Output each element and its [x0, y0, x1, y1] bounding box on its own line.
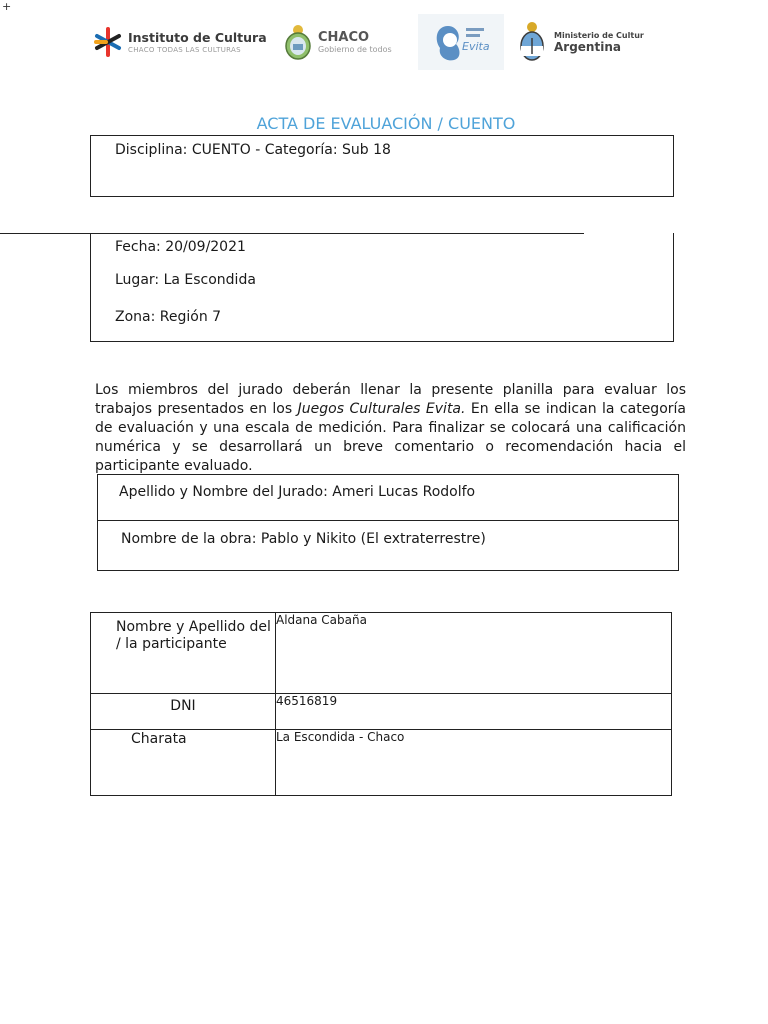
document-title: ACTA DE EVALUACIÓN / CUENTO — [256, 114, 516, 133]
instructions-text: Los miembros del jurado deberán llenar la presente planilla para evaluar los trabajos presentados en los — [95, 382, 686, 417]
table-row — [91, 613, 672, 694]
coat-of-arms-icon — [284, 23, 312, 61]
jury-divider — [98, 520, 678, 521]
ministerio-logo — [516, 14, 656, 70]
discipline-box — [90, 135, 674, 197]
escudo-icon — [516, 20, 548, 64]
star-icon — [94, 27, 122, 57]
city-label: Charata — [91, 730, 276, 796]
chaco-name: CHACO — [318, 30, 370, 45]
instructions-event-name: Juegos Culturales Evita. — [297, 401, 466, 417]
participant-table — [90, 612, 672, 796]
event-place: Lugar: La Escondida — [115, 272, 256, 288]
dni-value: 46516819 — [276, 694, 672, 730]
evita-logo — [418, 14, 504, 70]
participant-name-value: Aldana Cabaña — [276, 613, 672, 694]
event-date: Fecha: 20/09/2021 — [115, 239, 246, 255]
city-value: La Escondida - Chaco — [276, 730, 672, 796]
instituto-name: Instituto de Cultura — [128, 30, 267, 45]
instructions-text-end: En ella se indican la categoría de evaluación y una escala de medición. Para finalizar se colocará una calificación numérica y se desarrollará un breve comentario o recomendación hacia el participante evaluado. — [95, 401, 686, 474]
chaco-tagline: Gobierno de todos — [318, 45, 392, 54]
instituto-cultura-logo — [94, 14, 274, 70]
jury-name: Apellido y Nombre del Jurado: Ameri Lucas Rodolfo — [119, 484, 476, 500]
table-row — [91, 694, 672, 730]
table-row — [91, 730, 672, 796]
ministerio-line2: Argentina — [554, 39, 621, 54]
discipline-text: Disciplina: CUENTO - Categoría: Sub 18 — [115, 142, 391, 158]
work-name: Nombre de la obra: Pablo y Nikito (El extraterrestre) — [121, 531, 486, 547]
instructions-paragraph — [95, 381, 686, 476]
chaco-logo — [284, 14, 414, 70]
dni-label: DNI — [91, 694, 276, 730]
instituto-tagline: CHACO TODAS LAS CULTURAS — [128, 46, 241, 54]
event-zone: Zona: Región 7 — [115, 309, 222, 325]
corner-mark: + — [2, 0, 12, 13]
evita-name: Evita — [462, 40, 490, 53]
event-info-box — [90, 233, 674, 342]
ministerio-line1: Ministerio de Cultur — [554, 30, 644, 40]
jury-box — [97, 474, 679, 571]
participant-name-label: Nombre y Apellido del / la participante — [91, 613, 276, 694]
